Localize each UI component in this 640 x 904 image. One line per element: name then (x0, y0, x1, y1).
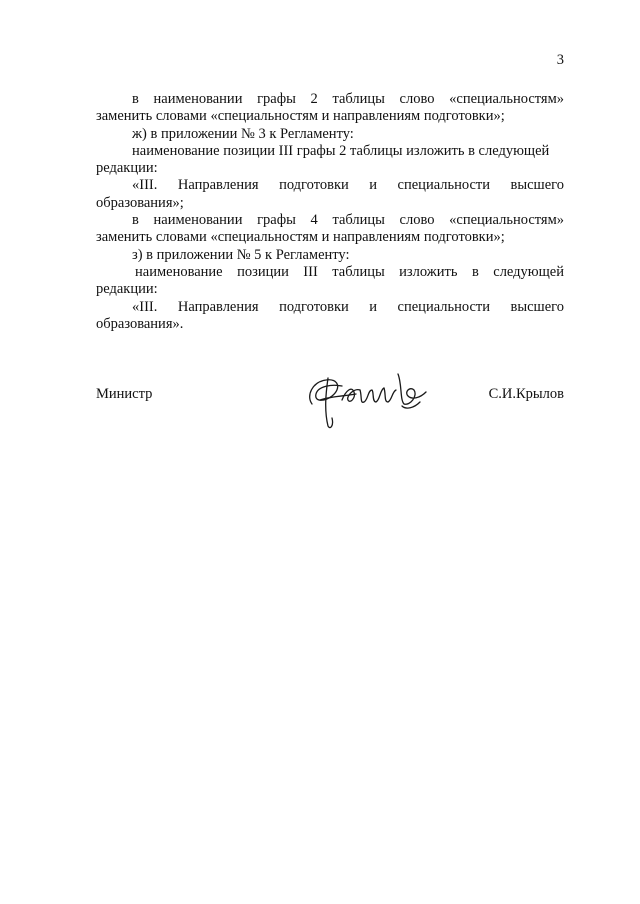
body-line: заменить словами «специальностям и направлениям подготовки»; (96, 108, 505, 125)
body-line: редакции: (96, 281, 158, 298)
body-line: в наименовании графы 2 таблицы слово «специальностям» (132, 91, 564, 107)
body-line: наименование позиции III таблицы изложить в следующей (135, 263, 564, 280)
signatory-name: С.И.Крылов (488, 386, 564, 402)
body-line: в наименовании графы 4 таблицы слово «специальностям» (132, 212, 564, 229)
body-line: «III. Направления подготовки и специальности высшего (132, 298, 564, 315)
document-body (96, 91, 564, 333)
body-line: наименование позиции III графы 2 таблицы изложить в следующей (132, 142, 550, 159)
body-line: образования». (96, 315, 184, 332)
body-line: редакции: (96, 160, 158, 177)
body-line: образования»; (96, 194, 184, 211)
body-line: з) в приложении № 5 к Регламенту: (132, 246, 350, 263)
body-line: ж) в приложении № 3 к Регламенту: (132, 125, 354, 142)
signatory-title: Министр (96, 386, 153, 402)
handwritten-signature (302, 366, 432, 432)
body-line: заменить словами «специальностям и направлениям подготовки»; (96, 229, 505, 246)
body-line: «III. Направления подготовки и специальности высшего (132, 177, 564, 194)
signature-block (96, 366, 564, 436)
page-number: 3 (556, 52, 564, 68)
